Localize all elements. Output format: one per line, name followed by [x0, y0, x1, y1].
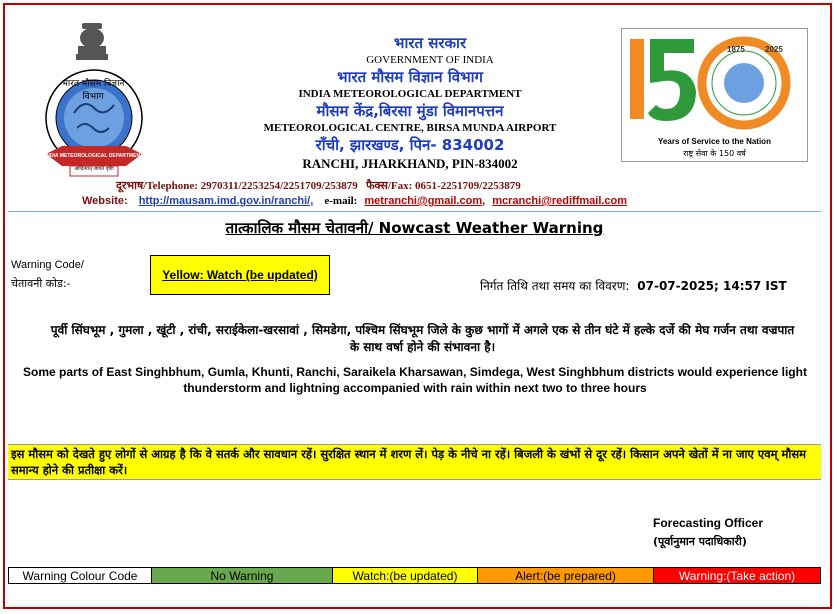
signature-title-en: Forecasting Officer — [653, 516, 764, 530]
header-divider — [8, 211, 821, 212]
legend-alert: Alert:(be prepared) — [478, 568, 654, 583]
year-start: 1875 — [727, 45, 745, 54]
warning-code-label-en: Warning Code/ — [11, 259, 84, 271]
email-link-1[interactable]: metranchi@gmail.com, — [364, 195, 486, 207]
ring-text-en: INDIA METEOROLOGICAL DEPARTMENT — [44, 153, 144, 159]
dept-hindi: भारत मौसम विज्ञान विभाग — [337, 68, 483, 86]
header-block — [180, 34, 640, 172]
legend-no-warning: No Warning — [152, 568, 333, 583]
tagline-en: Years of Service to the Nation — [658, 137, 771, 146]
advisory-box: इस मौसम को देखते हुए लोगों से आग्रह है कि वे सतर्क और सावधान रहें। सुरक्षित स्थान में शरण लें। पेड़ के नीचे ना रहें। बिजली के खंभों से दूर रहें। किसान अपने खेतों में ना जाए एवम् मौसम समान्य होने की प्रतीक्षा करें। — [8, 444, 821, 480]
issued-time — [480, 277, 787, 294]
forecast-text-hi: पूर्वी सिंघभूम , गुमला , खूंटी , रांची, सराईकेला-खरसावां , सिमडेगा, पश्चिम सिंघभूम जिले के कुछ भागों में अगले एक से तीन घंटे में हल्के दर्जे की मेघ गर्जन तथा वज्रपात के साथ वर्षा होने की संभावना है। — [50, 323, 795, 354]
signature-title-hi: (पूर्वानुमान पदाधिकारी) — [653, 535, 747, 548]
phone-fax-line: दूरभाष/Telephone: 2970311/2253254/2251709/253879 फैक्स/Fax: 0651-2251709/2253879 — [116, 180, 521, 192]
legend-watch: Watch:(be updated) — [333, 568, 478, 583]
website-line — [82, 195, 722, 207]
tagline-hi: राष्ट्र सेवा के 150 वर्ष — [683, 149, 746, 158]
email-label: e-mail: — [324, 195, 358, 207]
issued-value: 07-07-2025; 14:57 IST — [637, 279, 787, 293]
warning-code-badge — [150, 255, 330, 295]
national-emblem-icon — [76, 23, 108, 60]
city-english: RANCHI, JHARKHAND, PIN-834002 — [302, 156, 518, 171]
dept-english: INDIA METEOROLOGICAL DEPARTMENT — [298, 88, 522, 100]
email-link-2[interactable]: mcranchi@rediffmail.com — [492, 195, 628, 207]
ring-text-hi: भारत मौसम विज्ञान विभाग — [61, 79, 125, 102]
year-end: 2025 — [765, 45, 783, 54]
govt-hindi: भारत सरकार — [393, 34, 467, 52]
city-hindi: राँची, झारखण्ड, पिन- 834002 — [315, 136, 505, 154]
centre-hindi: मौसम केंद्र,बिरसा मुंडा विमानपत्तन — [316, 102, 504, 120]
govt-english: GOVERNMENT OF INDIA — [366, 54, 494, 66]
issued-label: निर्गत तिथि तथा समय का विवरण: — [480, 279, 630, 293]
logo-motto: आदित्यात् जायते वृष्टिः — [74, 166, 114, 172]
legend-label: Warning Colour Code — [9, 568, 152, 583]
warning-colour-legend — [8, 567, 821, 584]
website-label: Website: — [82, 195, 128, 207]
forecast-text-en: Some parts of East Singhbhum, Gumla, Khunti, Ranchi, Saraikela Kharsawan, Simdega, West Singhbhum districts would experience light thunderstorm and lightning accompanied with rain within next two to three hours — [23, 365, 807, 395]
imd-150-logo — [621, 28, 808, 162]
website-link[interactable]: http://mausam.imd.gov.in/ranchi/, — [138, 195, 314, 207]
page-title: तात्कालिक मौसम चेतावनी/ Nowcast Weather Warning — [225, 219, 604, 237]
warning-code-label-hi: चेतावनी कोड:- — [11, 277, 71, 290]
centre-english: METEOROLOGICAL CENTRE, BIRSA MUNDA AIRPORT — [263, 122, 557, 134]
legend-warning: Warning:(Take action) — [654, 568, 820, 583]
warning-code-value: Yellow: Watch (be updated) — [162, 268, 318, 282]
imd-logo — [32, 18, 152, 178]
